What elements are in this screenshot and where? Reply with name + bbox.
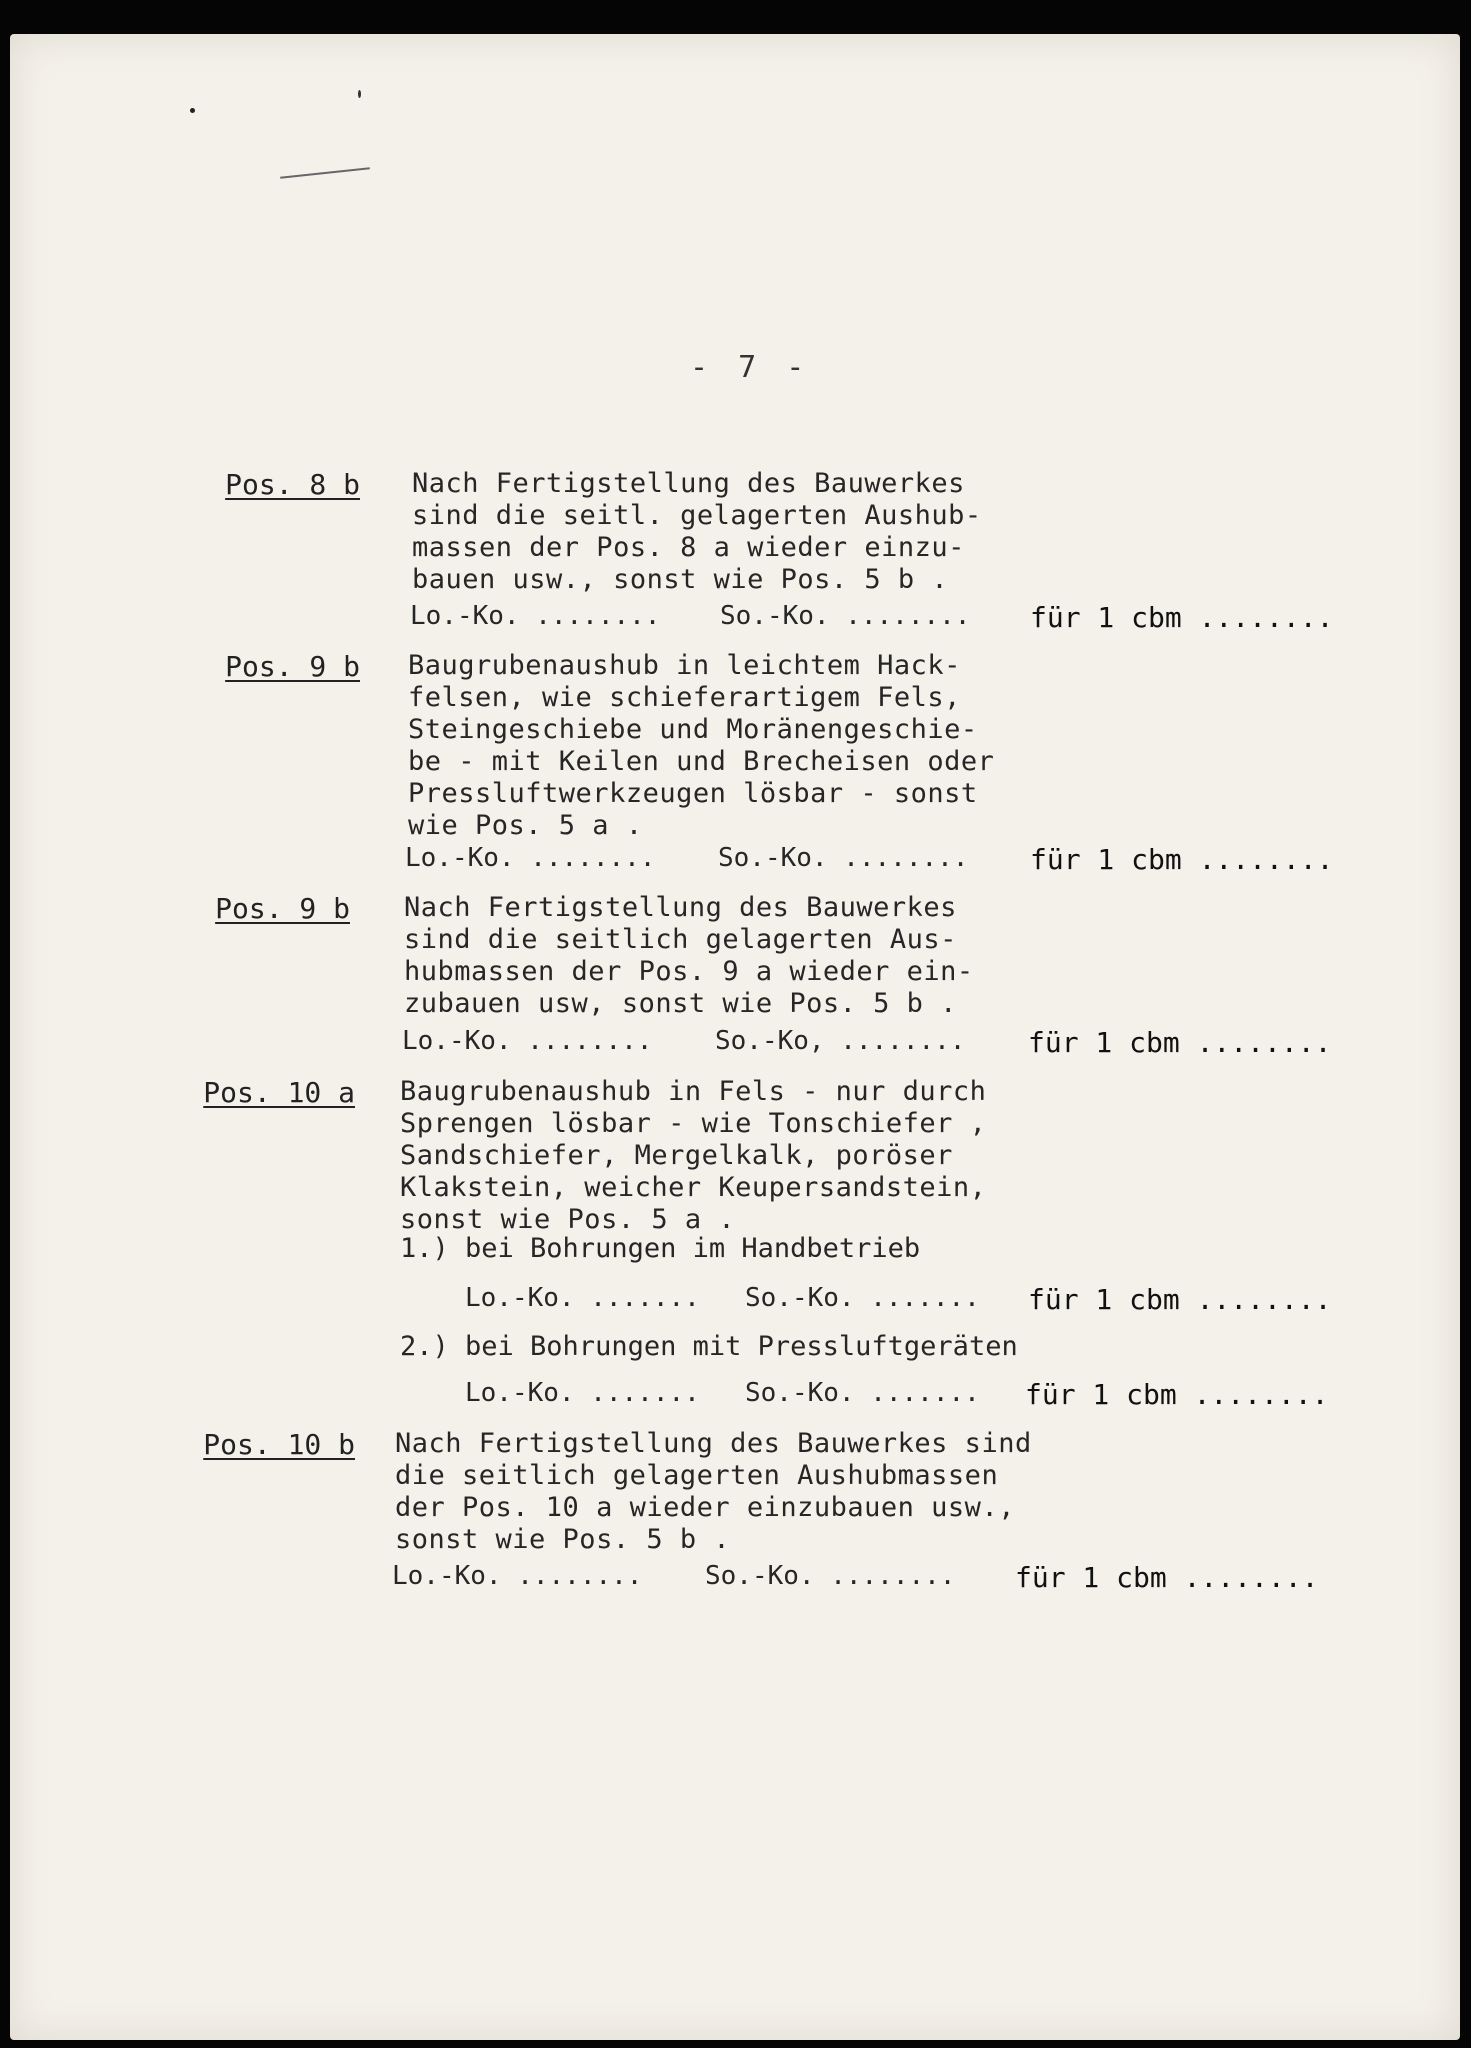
position-description: Nach Fertigstellung des Bauwerkes sind die seitlich gelagerten Aus- hubmassen der Pos. 9 a wieder ein- zubauen usw, sonst wie Pos. 5 b . [404,892,974,1019]
so-ko-field: So.-Ko. ........ [720,601,971,631]
unit-price-field: für 1 cbm ........ [1030,601,1334,634]
so-ko-field: So.-Ko, ........ [715,1026,966,1056]
lo-ko-field: Lo.-Ko. ........ [410,601,661,631]
cost-line [0,601,1471,635]
position-label: Pos. 8 b [225,468,360,501]
lo-ko-field: Lo.-Ko. ........ [392,1561,643,1591]
ink-speck [190,108,195,113]
sub-item-1-label: 1.) bei Bohrungen im Handbetrieb [400,1233,921,1264]
position-label: Pos. 9 b [225,650,360,683]
unit-price-field: für 1 cbm ........ [1030,843,1334,876]
lo-ko-field: Lo.-Ko. ....... [465,1378,700,1408]
lo-ko-field: Lo.-Ko. ........ [405,843,656,873]
lo-ko-field: Lo.-Ko. ........ [402,1026,653,1056]
sub-item-2-label: 2.) bei Bohrungen mit Pressluftgeräten [400,1331,1018,1362]
so-ko-field: So.-Ko. ........ [718,843,969,873]
cost-line [0,1561,1471,1595]
unit-price-field: für 1 cbm ........ [1028,1283,1332,1316]
ink-speck [358,90,361,98]
lo-ko-field: Lo.-Ko. ....... [465,1283,700,1313]
position-description: Nach Fertigstellung des Bauwerkes sind die seitlich gelagerten Aushubmassen der Pos. 10 a wieder einzubauen usw., sonst wie Pos. 5 b . [395,1428,1032,1555]
position-label: Pos. 10 a [203,1076,355,1109]
unit-price-field: für 1 cbm ........ [1025,1378,1329,1411]
position-description: Baugrubenaushub in leichtem Hack- felsen, wie schieferartigem Fels, Steingeschiebe und Moränengeschie- be - mit Keilen und Brecheisen oder Pressluftwerkzeugen lösbar - sonst wie Pos. 5 a . [408,650,995,841]
position-description: Baugrubenaushub in Fels - nur durch Sprengen lösbar - wie Tonschiefer , Sandschiefer, Mergelkalk, poröser Klakstein, weicher Keupersandstein, sonst wie Pos. 5 a . [400,1076,987,1235]
so-ko-field: So.-Ko. ........ [705,1561,956,1591]
so-ko-field: So.-Ko. ....... [745,1378,980,1408]
page-number: - 7 - [690,350,811,385]
cost-line [0,1026,1471,1060]
unit-price-field: für 1 cbm ........ [1015,1561,1319,1594]
unit-price-field: für 1 cbm ........ [1028,1026,1332,1059]
position-label: Pos. 9 b [215,892,350,925]
cost-line [0,1283,1471,1317]
cost-line [0,843,1471,877]
so-ko-field: So.-Ko. ....... [745,1283,980,1313]
position-description: Nach Fertigstellung des Bauwerkes sind die seitl. gelagerten Aushub- massen der Pos. 8 a wieder einzu- bauen usw., sonst wie Pos. 5 b . [412,468,982,595]
cost-line [0,1378,1471,1412]
position-label: Pos. 10 b [203,1428,355,1461]
